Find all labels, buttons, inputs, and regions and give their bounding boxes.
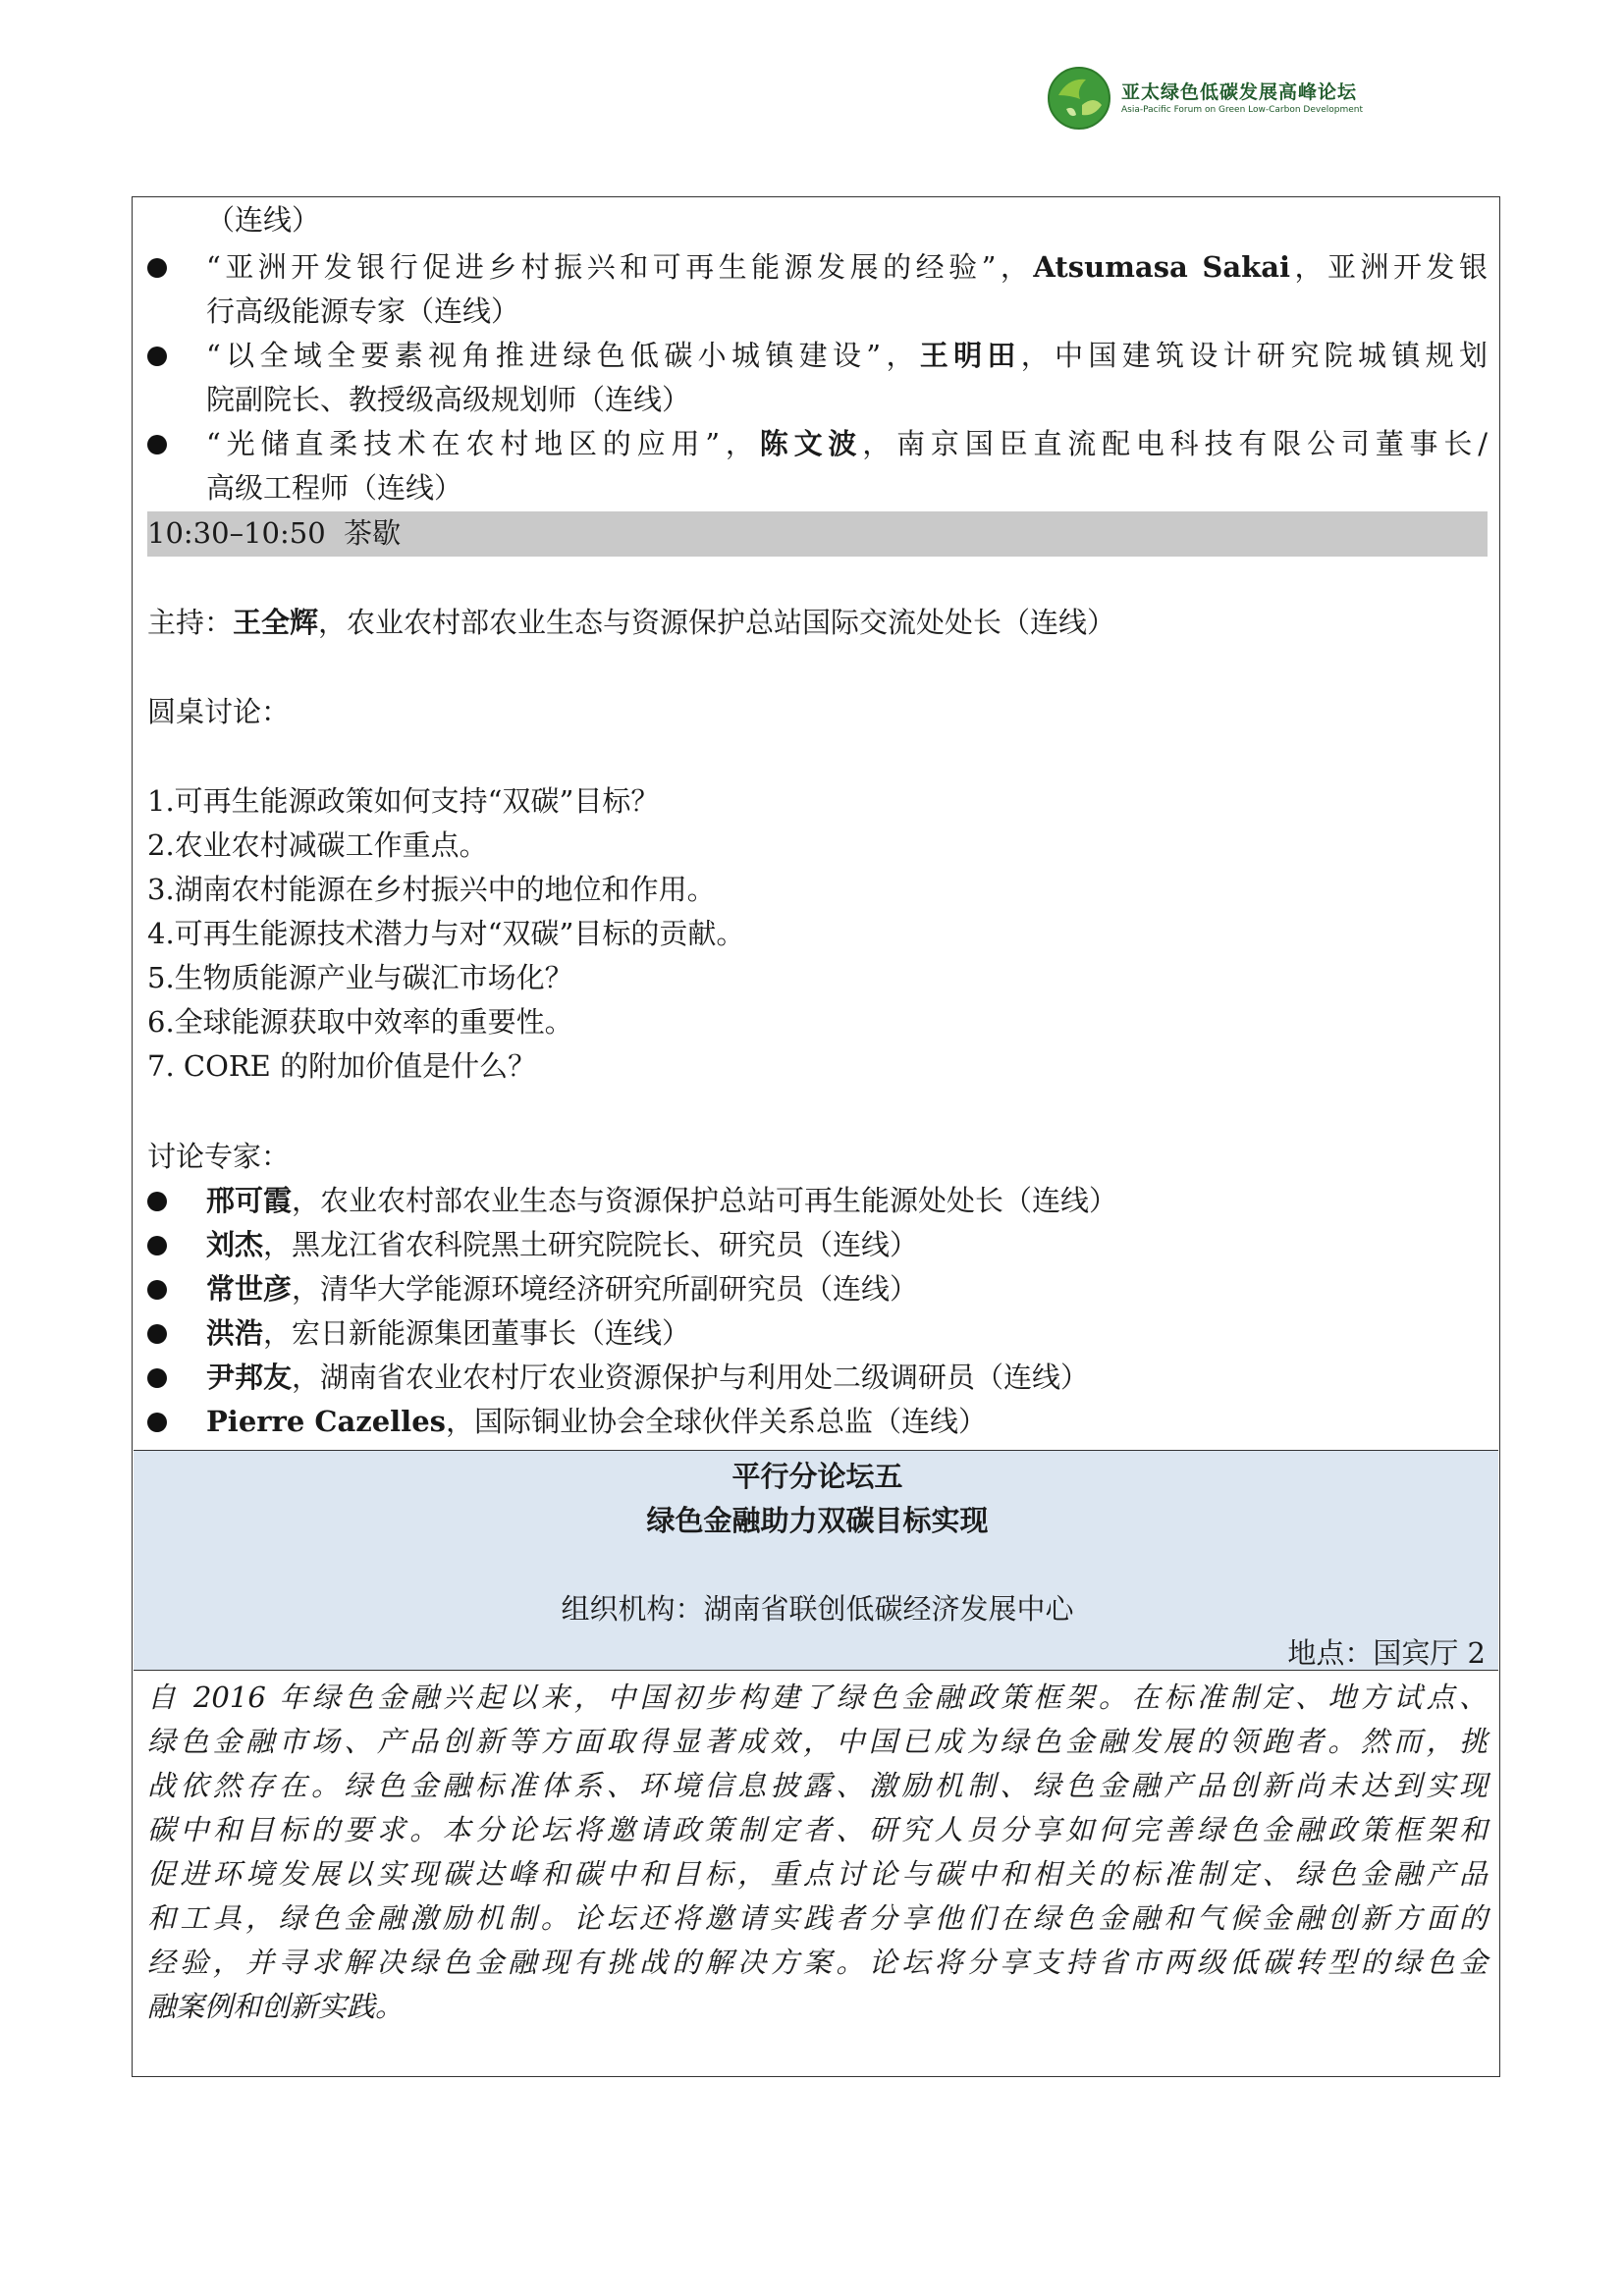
intro-line: 自 2016 年绿色金融兴起以来，中国初步构建了绿色金融政策框架。在标准制定、地方试点、 <box>147 1681 1488 1714</box>
question-item: 4.可再生能源技术潜力与对“双碳”目标的贡献。 <box>147 917 745 950</box>
expert-item: 尹邦友，湖南省农业农村厅农业资源保护与利用处二级调研员（连线） <box>206 1361 1090 1394</box>
bullet-icon <box>147 1236 167 1255</box>
break-time: 10:30–10:50 <box>147 516 326 550</box>
question-item: 6.全球能源获取中效率的重要性。 <box>147 1005 573 1039</box>
intro-line: 促进环境发展以实现碳达峰和碳中和目标，重点讨论与碳中和相关的标准制定、绿色金融产品 <box>147 1857 1488 1891</box>
forum-subtitle: 绿色金融助力双碳目标实现 <box>646 1504 989 1537</box>
expert-item: 刘杰，黑龙江省农科院黑土研究院院长、研究员（连线） <box>206 1228 919 1261</box>
bullet-icon <box>147 1280 167 1300</box>
bullet-icon <box>147 1324 167 1344</box>
speech-item-2: “以全域全要素视角推进绿色低碳小城镇建设”，王明田，中国建筑设计研究院城镇规划 <box>206 339 1488 372</box>
logo-subtitle: Asia-Pacific Forum on Green Low-Carbon Development <box>1121 105 1363 115</box>
bullet-icon <box>147 1192 167 1211</box>
intro-line: 融案例和创新实践。 <box>147 1990 405 2023</box>
intro-line: 碳中和目标的要求。本分论坛将邀请政策制定者、研究人员分享如何完善绿色金融政策框架和 <box>147 1813 1488 1846</box>
bullet-icon <box>147 347 167 366</box>
bullet-icon <box>147 1368 167 1388</box>
question-item: 5.生物质能源产业与碳汇市场化？ <box>147 961 573 994</box>
break-row <box>147 511 1488 556</box>
intro-line: 和工具，绿色金融激励机制。论坛还将邀请实践者分享他们在绿色金融和气候金融创新方面的 <box>147 1901 1488 1935</box>
continuation-text: （连线） <box>206 203 321 237</box>
question-item: 2.农业农村减碳工作重点。 <box>147 828 488 862</box>
intro-line: 经验，并寻求解决绿色金融现有挑战的解决方案。论坛将分享支持省市两级低碳转型的绿色金 <box>147 1946 1488 1979</box>
forum-logo <box>1047 65 1363 132</box>
logo-title: 亚太绿色低碳发展高峰论坛 <box>1121 81 1358 103</box>
break-label: 茶歇 <box>344 516 402 550</box>
host-line: 主持：王全辉，农业农村部农业生态与资源保护总站国际交流处处长（连线） <box>147 606 1116 639</box>
question-item: 1.可再生能源政策如何支持“双碳”目标？ <box>147 784 660 818</box>
globe-leaf-icon <box>1047 66 1111 131</box>
speech-item-3-cont: 高级工程师（连线） <box>206 471 463 505</box>
experts-title: 讨论专家： <box>147 1140 291 1173</box>
expert-item: Pierre Cazelles，国际铜业协会全球伙伴关系总监（连线） <box>206 1405 987 1438</box>
bullet-icon <box>147 1413 167 1432</box>
expert-item: 常世彦，清华大学能源环境经济研究所副研究员（连线） <box>206 1272 919 1306</box>
speech-item-3: “光储直柔技术在农村地区的应用”，陈文波，南京国臣直流配电科技有限公司董事长/ <box>206 427 1488 460</box>
forum-venue: 地点：国宾厅 2 <box>1287 1636 1486 1670</box>
speech-item-1-cont: 行高级能源专家（连线） <box>206 294 520 328</box>
intro-line: 战依然存在。绿色金融标准体系、环境信息披露、激励机制、绿色金融产品创新尚未达到实现 <box>147 1769 1488 1802</box>
bullet-icon <box>147 435 167 454</box>
roundtable-title: 圆桌讨论： <box>147 695 291 728</box>
speech-item-2-cont: 院副院长、教授级高级规划师（连线） <box>206 383 691 416</box>
intro-line: 绿色金融市场、产品创新等方面取得显著成效，中国已成为绿色金融发展的领跑者。然而，挑 <box>147 1725 1488 1758</box>
expert-item: 洪浩，宏日新能源集团董事长（连线） <box>206 1316 691 1350</box>
forum-organizer: 组织机构：湖南省联创低碳经济发展中心 <box>561 1592 1074 1626</box>
forum-title: 平行分论坛五 <box>731 1460 903 1493</box>
speech-item-1: “亚洲开发银行促进乡村振兴和可再生能源发展的经验”，Atsumasa Sakai，亚洲开发银 <box>206 250 1488 284</box>
question-item: 3.湖南农村能源在乡村振兴中的地位和作用。 <box>147 873 716 906</box>
question-item: 7. CORE 的附加价值是什么？ <box>147 1049 537 1083</box>
expert-item: 邢可霞，农业农村部农业生态与资源保护总站可再生能源处处长（连线） <box>206 1184 1118 1217</box>
bullet-icon <box>147 258 167 278</box>
